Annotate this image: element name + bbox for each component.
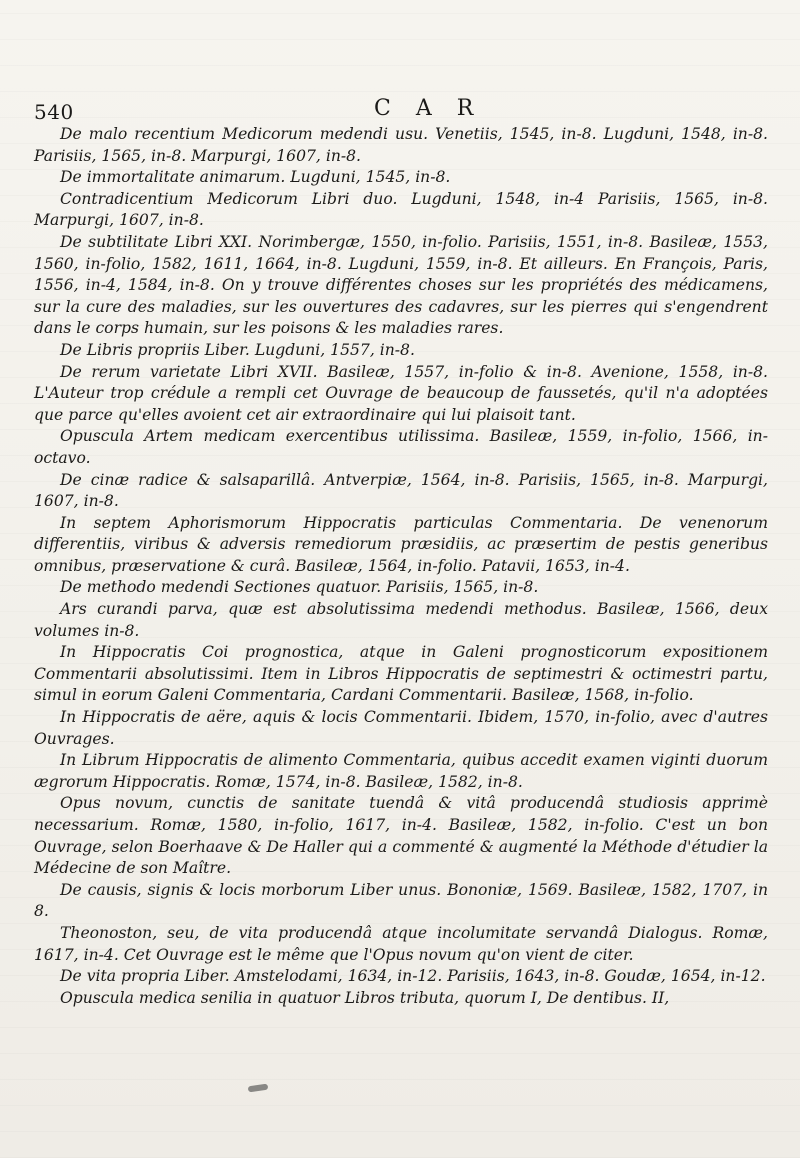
entry-in-septem-aphorismorum: In septem Aphorismorum Hippocratis particulas Commentaria. De venenorum differentiis, viribus & adversis remediorum præsidiis, ac præsertim de pestis generibus omnibus, præservatione & curâ. Basileæ, 1564, in-folio. Patavii, 1653, in-4.: [34, 513, 768, 575]
entry-opuscula-medica-senilia: Opuscula medica senilia in quatuor Libros tributa, quorum I, De dentibus. II,: [60, 988, 670, 1007]
entry-de-immortalitate: De immortalitate animarum. Lugduni, 1545, in-8.: [60, 168, 451, 187]
running-head: C A R: [374, 96, 483, 121]
entry-de-vita-propria: De vita propria Liber. Amstelodami, 1634, in-12. Parisiis, 1643, in-8. Goudæ, 1654, in-12.: [60, 967, 766, 986]
entry-in-hippocratis-coi: In Hippocratis Coi prognostica, atque in Galeni prognosticorum expositionem Commentarii absolutissimi. Item in Libros Hippocratis de septimestri & octimestri partu, simul in eorum Galeni Commentaria, Cardani Commentarii. Basileæ, 1568, in-folio.: [34, 643, 768, 705]
entry-de-malo: De malo recentium Medicorum medendi usu. Venetiis, 1545, in-8. Lugduni, 1548, in-8. Parisiis, 1565, in-8. Marpurgi, 1607, in-8.: [34, 125, 768, 165]
entry-contradicentium: Contradicentium Medicorum Libri duo. Lugduni, 1548, in-4 Parisiis, 1565, in-8. Marpurgi, 1607, in-8.: [34, 189, 768, 230]
entry-de-aere-aquis: In Hippocratis de aëre, aquis & locis Commentarii. Ibidem, 1570, in-folio, avec d'autres Ouvrages.: [34, 708, 768, 748]
bibliography-text: [34, 124, 768, 1009]
entry-de-subtilitate: De subtilitate Libri XXI. Norimbergæ, 1550, in-folio. Parisiis, 1551, in-8. Basileæ, 1553, 1560, in-folio, 1582, 1611, 1664, in-8. Lugduni, 1559, in-8. Et ailleurs. En François, Paris, 1556, in-4, 1584, in-8. On y trouve différentes choses sur les propriétés des médicamens, sur la cure des maladies, sur les ouvertures des cadavres, sur les pierres qui s'engendrent dans le corps humain, sur les poisons & les maladies rares.: [34, 232, 768, 338]
entry-ars-curandi: Ars curandi parva, quæ est absolutissima medendi methodus. Basileæ, 1566, deux volumes in-8.: [34, 600, 768, 640]
page-header: [34, 96, 774, 126]
entry-de-rerum-varietate: De rerum varietate Libri XVII. Basileæ, 1557, in-folio & in-8. Avenione, 1558, in-8. L'Auteur trop crédule a rempli cet Ouvrage de beaucoup de faussetés, qu'il n'a adoptées que parce qu'elles avoient cet air extraordinaire qui lui plaisoit tant.: [34, 362, 768, 424]
ink-smudge: [248, 1084, 269, 1093]
entry-opus-novum: Opus novum, cunctis de sanitate tuendâ & vitâ producendâ studiosis apprimè necessarium. Romæ, 1580, in-folio, 1617, in-4. Basileæ, 1582, in-folio. C'est un bon Ouvrage, selon Boerhaave & De Haller qui a commenté & augmenté la Méthode d'étudier la Médecine de son Maître.: [34, 794, 768, 878]
entry-opuscula-artem: Opuscula Artem medicam exercentibus utilissima. Basileæ, 1559, in-folio, 1566, in-octavo.: [34, 427, 768, 467]
entry-de-causis: De causis, signis & locis morborum Liber unus. Bononiæ, 1569. Basileæ, 1582, 1707, in 8.: [34, 880, 768, 921]
entry-theonoston: Theonoston, seu, de vita producendâ atque incolumitate servandâ Dialogus. Romæ, 1617, in-4. Cet Ouvrage est le même que l'Opus novum qu'on vient de citer.: [34, 923, 768, 964]
page-number: 540: [34, 100, 74, 124]
entry-de-methodo-medendi: De methodo medendi Sectiones quatuor. Parisiis, 1565, in-8.: [60, 578, 539, 597]
entry-de-cinae-radice: De cinæ radice & salsaparillâ. Antverpiæ, 1564, in-8. Parisiis, 1565, in-8. Marpurgi, 1607, in-8.: [34, 470, 768, 511]
entry-de-alimento: In Librum Hippocratis de alimento Commentaria, quibus accedit examen viginti duorum ægrorum Hippocratis. Romæ, 1574, in-8. Basileæ, 1582, in-8.: [34, 751, 768, 791]
entry-de-libris-propriis: De Libris propriis Liber. Lugduni, 1557, in-8.: [60, 340, 415, 359]
